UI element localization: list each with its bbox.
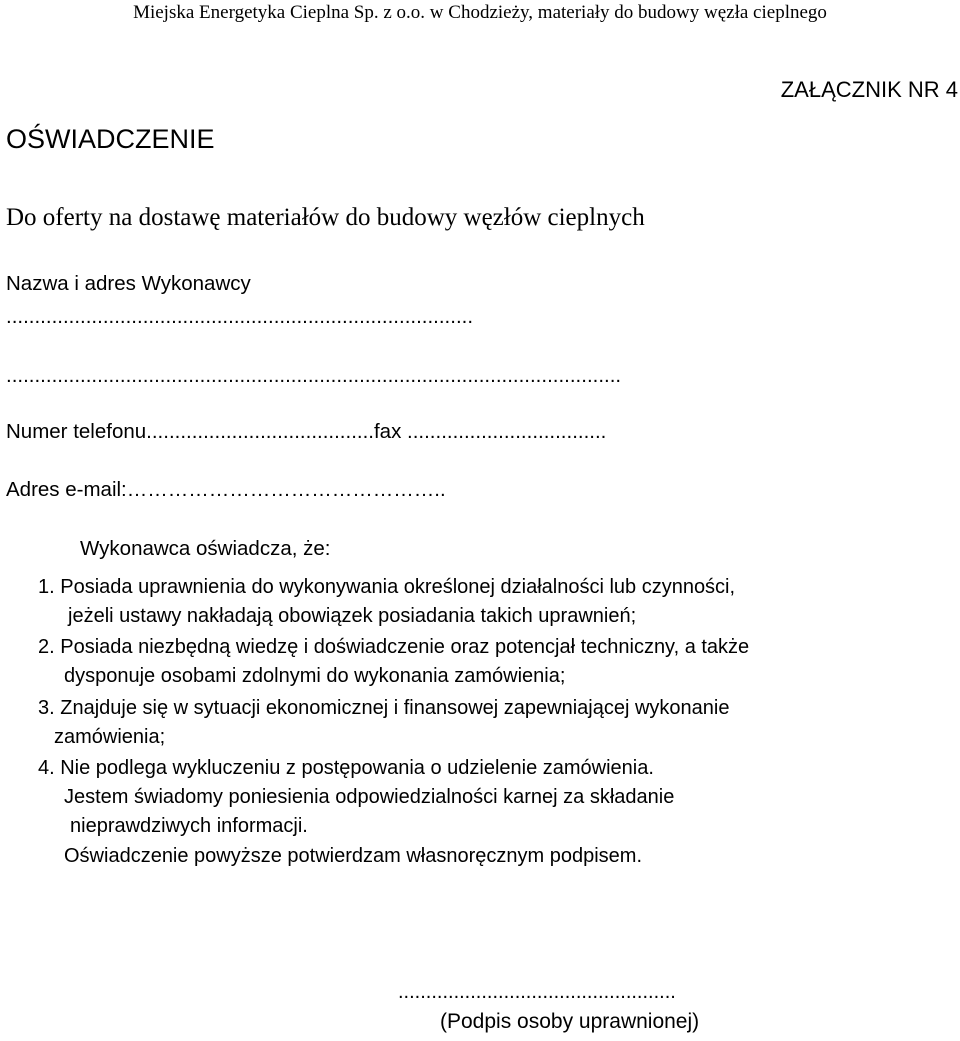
- statement-item-2-line-2: dysponuje osobami zdolnymi do wykonania zamówienia;: [64, 665, 566, 687]
- statement-item-1-line-2: jeżeli ustawy nakładają obowiązek posiadania takich uprawnień;: [68, 605, 637, 627]
- contractor-name-address-label: Nazwa i adres Wykonawcy: [6, 272, 251, 295]
- email-line: Adres e-mail:………………………………………..: [6, 478, 446, 501]
- liability-statement-line-2: nieprawdziwych informacji.: [70, 815, 308, 837]
- document-title: OŚWIADCZENIE: [6, 124, 215, 154]
- statement-item-3-line-1: 3. Znajduje się w sytuacji ekonomicznej i finansowej zapewniającej wykonanie: [38, 697, 730, 719]
- statement-item-2-line-1: 2. Posiada niezbędną wiedzę i doświadczenie oraz potencjał techniczny, a także: [38, 636, 750, 658]
- signature-caption: (Podpis osoby uprawnionej): [440, 1010, 700, 1033]
- document-subject: Do oferty na dostawę materiałów do budowy węzłów cieplnych: [6, 204, 645, 231]
- statement-intro: Wykonawca oświadcza, że:: [80, 537, 331, 560]
- annex-label: ZAŁĄCZNIK NR 4: [780, 77, 958, 102]
- confirmation-statement: Oświadczenie powyższe potwierdzam własnoręcznym podpisem.: [64, 845, 643, 867]
- statement-item-1-line-1: 1. Posiada uprawnienia do wykonywania określonej działalności lub czynności,: [38, 576, 736, 598]
- statement-item-3-line-2: zamówienia;: [54, 726, 166, 748]
- statement-item-4-line-1: 4. Nie podlega wykluczeniu z postępowania o udzielenie zamówienia.: [38, 757, 654, 779]
- contractor-name-address-line-2: ............................................................................................................: [6, 364, 622, 387]
- contractor-name-address-line-1: ..................................................................................: [6, 305, 474, 328]
- signature-line: ..................................................: [398, 981, 676, 1003]
- phone-fax-line: Numer telefonu........................................fax ...................................: [6, 420, 607, 443]
- running-header: Miejska Energetyka Cieplna Sp. z o.o. w Chodzieży, materiały do budowy węzła cieplnego: [133, 2, 827, 23]
- liability-statement-line-1: Jestem świadomy poniesienia odpowiedzialności karnej za składanie: [64, 786, 675, 808]
